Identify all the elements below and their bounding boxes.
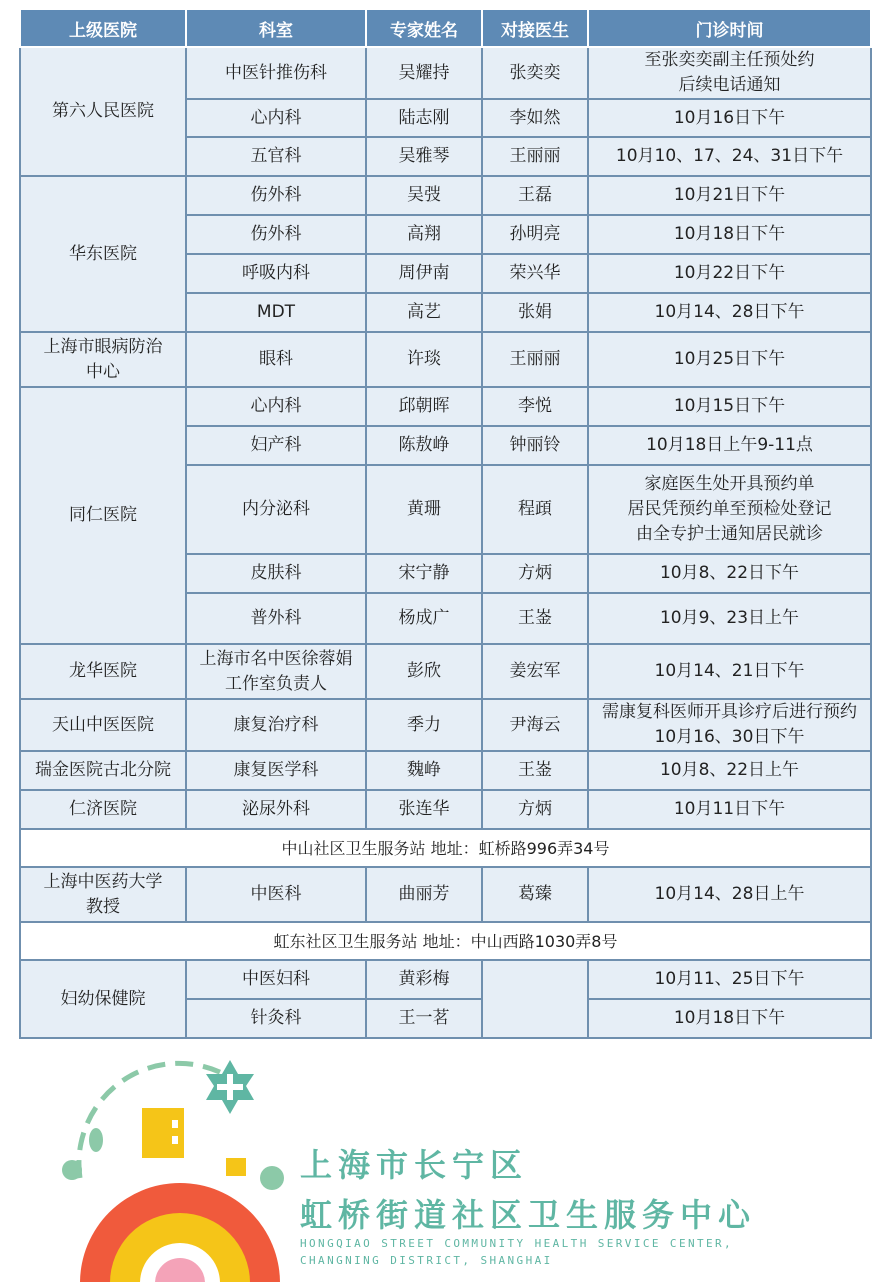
expert-cell: 许琰 — [366, 332, 482, 387]
time-cell — [588, 465, 871, 554]
time-cell-line: 10月11、25日下午 — [654, 969, 805, 989]
time-cell-line: 10月8、22日上午 — [659, 760, 800, 780]
department-cell-line: 皮肤科 — [250, 563, 302, 583]
expert-cell: 黄彩梅 — [366, 960, 482, 999]
hospital-cell-line: 同仁医院 — [69, 505, 137, 525]
table-header-row — [20, 9, 871, 47]
expert-cell: 魏峥 — [366, 751, 482, 790]
doctor-cell: 王崟 — [482, 593, 588, 644]
department-cell — [186, 465, 366, 554]
table-row — [20, 699, 871, 751]
hospital-cell-line: 仁济医院 — [69, 799, 137, 819]
table-row — [20, 47, 871, 99]
time-cell-line: 10月21日下午 — [673, 185, 786, 205]
hospital-cell-line: 上海市眼病防治 — [43, 336, 163, 357]
doctor-cell: 李如然 — [482, 99, 588, 137]
time-cell-line: 10月18日上午9-11点 — [646, 435, 813, 455]
time-cell — [588, 790, 871, 829]
department-cell — [186, 254, 366, 293]
department-cell — [186, 960, 366, 999]
time-cell — [588, 254, 871, 293]
time-cell — [588, 176, 871, 215]
logo-building — [142, 1108, 184, 1158]
expert-schedule-table — [19, 8, 872, 1039]
time-cell — [588, 751, 871, 790]
department-cell — [186, 215, 366, 254]
time-cell-line: 需康复科医师开具诊疗后进行预约 — [602, 702, 857, 722]
time-cell — [588, 867, 871, 922]
time-cell — [588, 47, 871, 99]
hospital-cell — [20, 699, 186, 751]
time-cell — [588, 960, 871, 999]
expert-cell: 周伊南 — [366, 254, 482, 293]
expert-cell: 吴耀持 — [366, 47, 482, 99]
department-cell-line: 普外科 — [250, 608, 302, 628]
hospital-cell-line: 第六人民医院 — [52, 101, 154, 121]
hospital-cell-line: 上海中医药大学 — [43, 871, 163, 892]
expert-cell: 王一茗 — [366, 999, 482, 1038]
time-cell — [588, 699, 871, 751]
department-cell-line: 呼吸内科 — [242, 263, 310, 283]
table-row — [20, 751, 871, 790]
time-cell — [588, 293, 871, 332]
department-cell — [186, 867, 366, 922]
department-cell — [186, 387, 366, 426]
table-row — [20, 960, 871, 999]
hospital-cell — [20, 332, 186, 387]
time-cell — [588, 644, 871, 699]
department-cell-line: 上海市名中医徐蓉娟 — [199, 648, 353, 669]
time-cell-line: 后续电话通知 — [678, 75, 781, 95]
doctor-cell: 张娟 — [482, 293, 588, 332]
header-hospital: 上级医院 — [20, 9, 186, 47]
department-cell-line: 五官科 — [250, 146, 302, 166]
table-row — [20, 867, 871, 922]
logo-window — [172, 1136, 178, 1144]
department-cell-line: 内分泌科 — [242, 499, 310, 519]
department-cell-line: 泌尿外科 — [242, 799, 310, 819]
department-cell — [186, 999, 366, 1038]
doctor-cell: 尹海云 — [482, 699, 588, 751]
expert-cell: 曲丽芳 — [366, 867, 482, 922]
doctor-cell: 钟丽铃 — [482, 426, 588, 465]
header-department: 科室 — [186, 9, 366, 47]
doctor-cell: 王丽丽 — [482, 137, 588, 176]
department-cell-line: 伤外科 — [250, 224, 302, 244]
hospital-cell — [20, 387, 186, 644]
time-cell-line: 10月18日下午 — [673, 1008, 786, 1028]
logo-house — [226, 1158, 246, 1176]
time-cell-line: 10月25日下午 — [673, 349, 786, 369]
expert-cell: 吴雅琴 — [366, 137, 482, 176]
expert-cell: 张连华 — [366, 790, 482, 829]
community-center-logo — [50, 1048, 310, 1282]
logo-tree — [260, 1166, 284, 1190]
department-cell-line: 心内科 — [250, 396, 302, 416]
expert-cell: 季力 — [366, 699, 482, 751]
department-cell — [186, 644, 366, 699]
department-cell-line: MDT — [256, 302, 296, 322]
doctor-cell: 王崟 — [482, 751, 588, 790]
logo-title-line2: 虹桥街道社区卫生服务中心 — [300, 1196, 757, 1234]
doctor-cell: 荣兴华 — [482, 254, 588, 293]
time-cell — [588, 593, 871, 644]
time-cell-line: 10月10、17、24、31日下午 — [615, 146, 844, 166]
time-cell-line: 10月16日下午 — [673, 107, 786, 128]
time-cell — [588, 999, 871, 1038]
department-cell-line: 眼科 — [259, 349, 293, 369]
department-cell — [186, 699, 366, 751]
time-cell-line: 10月18日下午 — [673, 224, 786, 244]
hospital-cell-line: 瑞金医院古北分院 — [35, 760, 171, 780]
department-cell — [186, 751, 366, 790]
expert-cell: 彭欣 — [366, 644, 482, 699]
logo-cross-h — [217, 1084, 243, 1090]
doctor-cell: 李悦 — [482, 387, 588, 426]
expert-cell: 宋宁静 — [366, 554, 482, 593]
header-time: 门诊时间 — [588, 9, 871, 47]
expert-cell: 高翔 — [366, 215, 482, 254]
time-cell-line: 10月9、23日上午 — [659, 608, 800, 628]
time-cell-line: 至张奕奕副主任预处约 — [644, 50, 815, 70]
department-cell — [186, 790, 366, 829]
time-cell — [588, 215, 871, 254]
department-cell-line: 工作室负责人 — [225, 673, 327, 694]
hospital-cell-line: 教授 — [86, 896, 120, 917]
hospital-cell — [20, 176, 186, 332]
expert-cell: 陆志刚 — [366, 99, 482, 137]
time-cell-line: 10月14、28日下午 — [654, 302, 805, 322]
logo-tree — [89, 1128, 103, 1152]
department-cell-line: 康复治疗科 — [233, 714, 319, 735]
time-cell-line: 家庭医生处开具预约单 — [644, 474, 815, 494]
doctor-cell: 孙明亮 — [482, 215, 588, 254]
department-cell-line: 中医针推伤科 — [225, 62, 327, 83]
doctor-cell: 方炳 — [482, 790, 588, 829]
department-cell — [186, 47, 366, 99]
time-cell-line: 10月16、30日下午 — [654, 727, 805, 747]
schedule-table-wrap — [19, 8, 870, 1039]
table-body — [20, 47, 871, 1038]
doctor-cell: 张奕奕 — [482, 47, 588, 99]
time-cell-line: 10月15日下午 — [673, 396, 786, 416]
time-cell — [588, 99, 871, 137]
table-row — [20, 332, 871, 387]
department-cell-line: 康复医学科 — [233, 760, 319, 780]
logo-title-line1: 上海市长宁区 — [300, 1146, 529, 1184]
hospital-cell-line: 中心 — [86, 361, 120, 382]
doctor-cell: 方炳 — [482, 554, 588, 593]
time-cell-line: 10月8、22日下午 — [659, 563, 800, 583]
department-cell-line: 针灸科 — [250, 1008, 302, 1028]
expert-cell: 陈敖峥 — [366, 426, 482, 465]
table-row — [20, 387, 871, 426]
doctor-cell — [482, 960, 588, 1038]
doctor-cell: 姜宏军 — [482, 644, 588, 699]
department-cell — [186, 554, 366, 593]
expert-cell: 邱朝晖 — [366, 387, 482, 426]
department-cell — [186, 176, 366, 215]
department-cell — [186, 293, 366, 332]
notice-cell: 虹东社区卫生服务站 地址：中山西路1030弄8号 — [20, 922, 871, 960]
time-cell-line: 由全专护士通知居民就诊 — [636, 524, 823, 544]
table-row — [20, 644, 871, 699]
hospital-cell — [20, 790, 186, 829]
hospital-cell — [20, 644, 186, 699]
department-cell-line: 心内科 — [250, 107, 302, 128]
logo-window — [172, 1120, 178, 1128]
hospital-cell — [20, 867, 186, 922]
time-cell — [588, 137, 871, 176]
expert-cell: 杨成广 — [366, 593, 482, 644]
time-cell — [588, 332, 871, 387]
department-cell — [186, 426, 366, 465]
hospital-cell-line: 妇幼保健院 — [60, 988, 146, 1009]
expert-cell: 黄珊 — [366, 465, 482, 554]
hospital-cell — [20, 47, 186, 176]
notice-cell: 中山社区卫生服务站 地址：虹桥路996弄34号 — [20, 829, 871, 867]
logo-tree — [62, 1160, 82, 1180]
hospital-cell — [20, 751, 186, 790]
hospital-cell-line: 天山中医医院 — [52, 714, 154, 735]
time-cell — [588, 554, 871, 593]
department-cell-line: 伤外科 — [250, 185, 302, 205]
department-cell — [186, 99, 366, 137]
time-cell — [588, 426, 871, 465]
table-row — [20, 790, 871, 829]
department-cell-line: 中医妇科 — [242, 969, 310, 989]
hospital-cell-line: 华东医院 — [69, 243, 137, 264]
expert-cell: 高艺 — [366, 293, 482, 332]
logo-english-line1: HONGQIAO STREET COMMUNITY HEALTH SERVICE CENTER, — [300, 1237, 734, 1250]
department-cell-line: 妇产科 — [250, 435, 302, 455]
header-expert: 专家姓名 — [366, 9, 482, 47]
time-cell — [588, 387, 871, 426]
hospital-cell-line: 龙华医院 — [69, 661, 137, 681]
notice-row — [20, 829, 871, 867]
doctor-cell: 程頙 — [482, 465, 588, 554]
time-cell-line: 居民凭预约单至预检处登记 — [627, 499, 832, 519]
doctor-cell: 王磊 — [482, 176, 588, 215]
department-cell-line: 中医科 — [250, 884, 302, 904]
doctor-cell: 葛臻 — [482, 867, 588, 922]
time-cell-line: 10月11日下午 — [673, 799, 786, 819]
department-cell — [186, 593, 366, 644]
department-cell — [186, 332, 366, 387]
time-cell-line: 10月14、28日上午 — [654, 884, 805, 904]
header-doctor: 对接医生 — [482, 9, 588, 47]
doctor-cell: 王丽丽 — [482, 332, 588, 387]
table-row — [20, 176, 871, 215]
time-cell-line: 10月14、21日下午 — [654, 661, 805, 681]
hospital-cell — [20, 960, 186, 1038]
logo-english-line2: CHANGNING DISTRICT, SHANGHAI — [300, 1254, 553, 1267]
time-cell-line: 10月22日下午 — [673, 263, 786, 283]
notice-row — [20, 922, 871, 960]
expert-cell: 吴弢 — [366, 176, 482, 215]
department-cell — [186, 137, 366, 176]
